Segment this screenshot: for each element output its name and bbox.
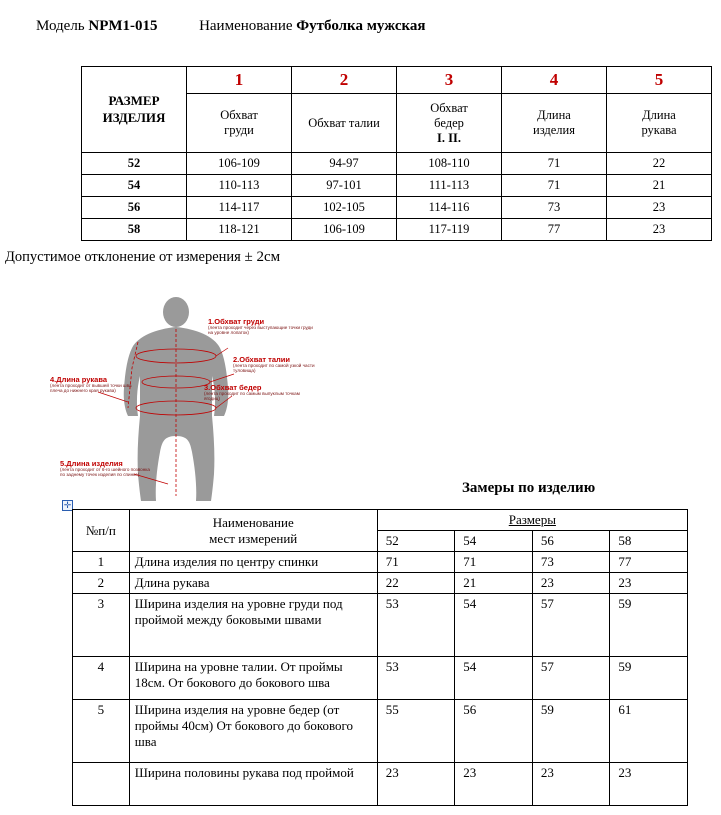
cell-52-waist: 94-97 [292, 153, 397, 175]
cell-52-chest: 106-109 [187, 153, 292, 175]
head5-line1: Длина [642, 108, 676, 122]
size-col-number-1: 1 [187, 67, 292, 94]
size-table-number-row [82, 67, 712, 94]
size-col-number-5: 5 [607, 67, 712, 94]
meas-row-2-val-52: 22 [377, 573, 455, 594]
meas-col-name-line1: Наименование [212, 514, 294, 530]
measurements-table [72, 509, 688, 806]
meas-size-header-54: 54 [455, 531, 533, 552]
figure-label-hips [204, 384, 314, 402]
model-value: NPM1-015 [88, 18, 158, 34]
head1-line2: груди [224, 123, 254, 137]
figure-label-waist [233, 356, 333, 374]
size-row-label-56: 56 [82, 197, 187, 219]
table-row [73, 594, 688, 657]
table-row [82, 219, 712, 241]
cell-58-chest: 118-121 [187, 219, 292, 241]
figure-label-product-length [60, 460, 150, 478]
size-col-head-4 [502, 94, 607, 153]
head3-line2: бедер [434, 115, 464, 130]
cell-54-sleeve: 21 [607, 175, 712, 197]
figure-label-waist-desc: (лента проходит по самой узкой части туловища) [233, 362, 315, 373]
measurements-title: Замеры по изделию [462, 480, 596, 496]
table-row [73, 552, 688, 573]
meas-row-4-val-56: 57 [532, 657, 610, 700]
meas-size-header-56: 56 [532, 531, 610, 552]
figure-label-hips-desc: (лента проходит по самым выпуклым точкам ягодиц) [204, 390, 300, 401]
cell-58-waist: 106-109 [292, 219, 397, 241]
figure-label-sleeve-title: 4.Длина рукава [50, 375, 108, 384]
head3-line1: Обхват [430, 100, 468, 115]
cell-56-length: 73 [502, 197, 607, 219]
figure-label-chest-desc: (лента проходит через выступающие точки груди на уровне лопаток) [208, 324, 313, 335]
meas-row-1-val-54: 71 [455, 552, 533, 573]
cell-56-hips: 114-116 [397, 197, 502, 219]
meas-row-4-val-52: 53 [377, 657, 455, 700]
meas-row-3-num: 3 [73, 594, 130, 657]
meas-row-2-num: 2 [73, 573, 130, 594]
meas-row-6-val-56: 23 [532, 763, 610, 806]
meas-row-4-name: Ширина на уровне талии. От проймы 18см. От бокового до бокового шва [129, 657, 377, 700]
meas-row-6-name: Ширина половины рукава под проймой [129, 763, 377, 806]
meas-row-5-val-52: 55 [377, 700, 455, 763]
head5-line2: рукава [641, 123, 677, 137]
head2-line1: Обхват талии [308, 115, 380, 130]
meas-row-4-num: 4 [73, 657, 130, 700]
meas-row-6-val-54: 23 [455, 763, 533, 806]
figure-label-hips-title: 3.Обхват бедер [204, 383, 262, 392]
cell-58-length: 77 [502, 219, 607, 241]
size-col-head-1 [187, 94, 292, 153]
size-col-head-2 [292, 94, 397, 153]
meas-row-3-name: Ширина изделия на уровне груди под проймой между боковыми швами [129, 594, 377, 657]
meas-row-3-val-54: 54 [455, 594, 533, 657]
size-col-head-5 [607, 94, 712, 153]
meas-row-1-name: Длина изделия по центру спинки [129, 552, 377, 573]
meas-col-sizes-header: Размеры [377, 510, 687, 531]
meas-row-2-name: Длина рукава [129, 573, 377, 594]
table-row [82, 153, 712, 175]
measurements-header-row [73, 510, 688, 531]
meas-row-2-val-58: 23 [610, 573, 688, 594]
product-name-label: Наименование [199, 18, 293, 34]
size-col-number-4: 4 [502, 67, 607, 94]
figure-label-product-length-desc: (лента проходит от 6-го шейного позвонка по заднему точек изделия по спинке) [60, 466, 150, 477]
meas-size-header-58: 58 [610, 531, 688, 552]
figure-label-chest-title: 1.Обхват груди [208, 317, 265, 326]
cell-52-length: 71 [502, 153, 607, 175]
meas-row-1-val-56: 73 [532, 552, 610, 573]
table-row [73, 573, 688, 594]
size-col-number-2: 2 [292, 67, 397, 94]
cell-52-hips: 108-110 [397, 153, 502, 175]
cell-58-sleeve: 23 [607, 219, 712, 241]
cell-52-sleeve: 22 [607, 153, 712, 175]
figure-label-chest [208, 318, 318, 336]
table-row [82, 175, 712, 197]
deviation-text: Допустимое отклонение от измерения [5, 249, 241, 265]
meas-size-header-52: 52 [377, 531, 455, 552]
size-row-label-52: 52 [82, 153, 187, 175]
meas-row-2-val-56: 23 [532, 573, 610, 594]
head1-line1: Обхват [220, 108, 258, 122]
cell-58-hips: 117-119 [397, 219, 502, 241]
meas-row-4-val-54: 54 [455, 657, 533, 700]
meas-row-5-val-56: 59 [532, 700, 610, 763]
corner-line-1: РАЗМЕР [108, 93, 160, 109]
meas-row-1-val-58: 77 [610, 552, 688, 573]
cell-54-length: 71 [502, 175, 607, 197]
meas-row-6-val-52: 23 [377, 763, 455, 806]
meas-row-5-val-54: 56 [455, 700, 533, 763]
figure-label-product-length-title: 5.Длина изделия [60, 459, 123, 468]
cell-54-waist: 97-101 [292, 175, 397, 197]
meas-row-3-val-52: 53 [377, 594, 455, 657]
corner-line-2: ИЗДЕЛИЯ [102, 109, 166, 125]
cell-56-sleeve: 23 [607, 197, 712, 219]
model-label: Модель [36, 18, 85, 34]
table-row [73, 700, 688, 763]
measurement-figure [28, 296, 358, 504]
document-header [36, 18, 426, 35]
meas-row-1-val-52: 71 [377, 552, 455, 573]
head4-line2: изделия [533, 123, 575, 137]
head3-line3: I. II. [437, 130, 461, 145]
meas-row-6-val-58: 23 [610, 763, 688, 806]
meas-row-3-val-56: 57 [532, 594, 610, 657]
move-handle-icon[interactable]: ✛ [63, 500, 72, 510]
size-col-number-3: 3 [397, 67, 502, 94]
meas-row-5-num: 5 [73, 700, 130, 763]
meas-row-2-val-54: 21 [455, 573, 533, 594]
meas-col-name-header [129, 510, 377, 552]
size-row-label-58: 58 [82, 219, 187, 241]
cell-56-waist: 102-105 [292, 197, 397, 219]
size-row-label-54: 54 [82, 175, 187, 197]
meas-row-4-val-58: 59 [610, 657, 688, 700]
size-table-corner [82, 67, 187, 153]
meas-row-3-val-58: 59 [610, 594, 688, 657]
table-row [82, 197, 712, 219]
size-table [81, 66, 712, 241]
size-col-head-3 [397, 94, 502, 153]
meas-row-5-name: Ширина изделия на уровне бедер (от проймы 40см) От бокового до бокового шва [129, 700, 377, 763]
deviation-note [5, 249, 280, 266]
cell-54-hips: 111-113 [397, 175, 502, 197]
product-name-value: Футболка мужская [296, 18, 426, 34]
figure-label-sleeve-desc: (лента проходит от вывшей точки шва плеча до нижнего края рукава) [50, 382, 132, 393]
table-row [73, 657, 688, 700]
deviation-value: ± 2см [244, 249, 281, 265]
figure-label-waist-title: 2.Обхват талии [233, 355, 290, 364]
head4-line1: Длина [537, 108, 571, 122]
meas-row-6-num [73, 763, 130, 806]
meas-col-num-header: №п/п [73, 510, 130, 552]
cell-54-chest: 110-113 [187, 175, 292, 197]
meas-row-1-num: 1 [73, 552, 130, 573]
figure-label-sleeve [50, 376, 132, 394]
meas-row-5-val-58: 61 [610, 700, 688, 763]
table-row [73, 763, 688, 806]
meas-col-name-line2: мест измерений [209, 530, 298, 546]
cell-56-chest: 114-117 [187, 197, 292, 219]
